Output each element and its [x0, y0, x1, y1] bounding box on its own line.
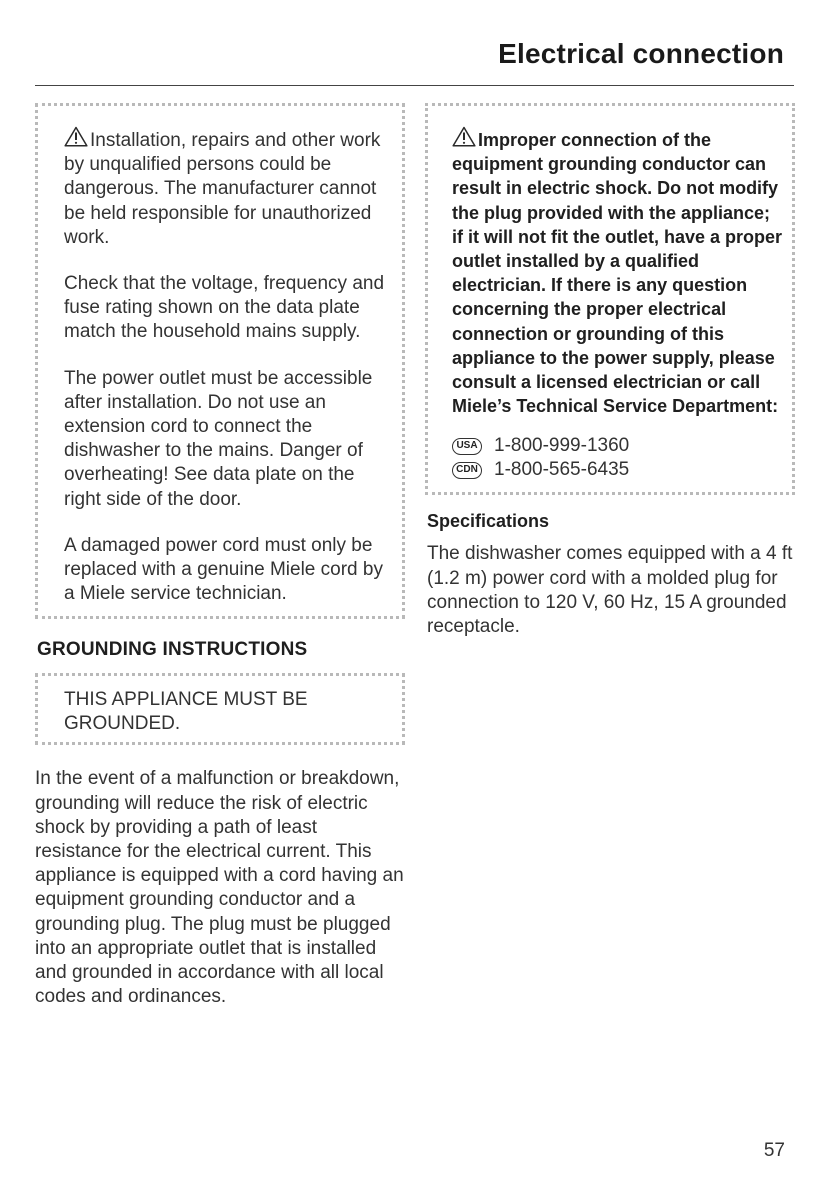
specifications-text: The dishwasher comes equipped with a 4 ft (1.2 m) power cord with a molded plug for connection to 120 V, 60 Hz, 15 A grounded receptacle. — [427, 543, 793, 638]
phone-row-usa — [452, 434, 782, 458]
service-phone-list — [452, 434, 782, 482]
phone-row-cdn — [452, 458, 782, 482]
page-title: Electrical connection — [498, 38, 784, 69]
improper-connection-warning — [452, 126, 782, 418]
phone-number-usa: 1-800-999-1360 — [494, 435, 630, 457]
warning-paragraph-unqualified — [64, 126, 390, 250]
paragraph-damaged-cord: A damaged power cord must only be replaced with a genuine Miele cord by a Miele service technician. — [64, 534, 383, 605]
page-number: 57 — [763, 1140, 785, 1161]
warning-triangle-icon — [452, 126, 476, 147]
grounding-notice-box — [35, 673, 405, 745]
grounding-notice: THIS APPLIANCE MUST BE GROUNDED. — [64, 689, 308, 735]
warning-triangle-icon — [64, 126, 88, 147]
grounding-description: In the event of a malfunction or breakdown, grounding will reduce the risk of electric shock by providing a path of least resistance for the electrical current. This appliance is equipped with a cord having an equipment grounding conductor and a grounding plug. The plug must be plugged into an appropriate outlet that is installed and grounded in accordance with all local codes and ordinances. — [35, 768, 404, 1008]
specifications-heading: Specifications — [427, 511, 550, 532]
safety-warning-box — [35, 103, 405, 619]
paragraph-voltage-check: Check that the voltage, frequency and fuse rating shown on the data plate match the household mains supply. — [64, 273, 385, 343]
grounding-heading: GROUNDING INSTRUCTIONS — [37, 639, 308, 661]
paragraph-power-outlet: The power outlet must be accessible after installation. Do not use an extension cord to connect the dishwasher to the mains. Danger of overheating! See data plate on the right side of the door. — [64, 367, 373, 510]
header-divider — [35, 85, 794, 86]
improper-connection-text: Improper connection of the equipment grounding conductor can result in electric shock. Do not modify the plug provided with the appliance; if it will not fit the outlet, have a proper outlet installed by a qualified electrician. If there is any question concerning the proper electrical connection or grounding of this appliance to the power supply, please consult a licensed electrician or call Miele’s Technical Service Department: — [452, 130, 783, 417]
right-column — [425, 103, 795, 639]
improper-connection-warning-box — [425, 103, 795, 495]
left-column — [35, 103, 405, 1009]
phone-number-cdn: 1-800-565-6435 — [494, 459, 630, 481]
cdn-flag-icon: CDN — [452, 462, 482, 479]
usa-flag-icon: USA — [452, 438, 482, 455]
warning-text-unqualified: Installation, repairs and other work by unqualified persons could be dangerous. The manufacturer cannot be held responsible for unauthorized work. — [64, 130, 381, 248]
